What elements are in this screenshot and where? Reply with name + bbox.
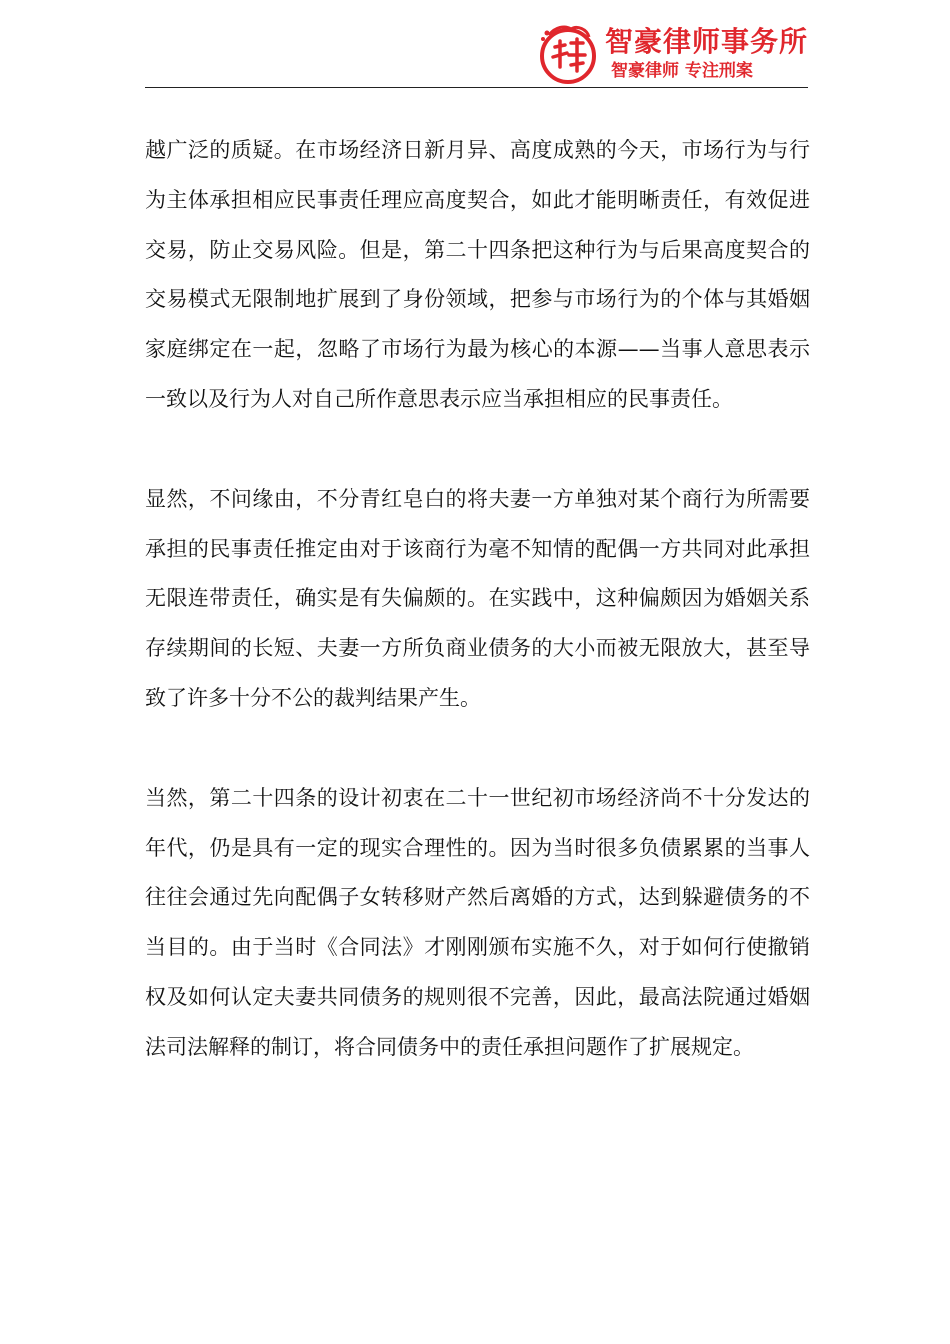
document-body (145, 126, 810, 1073)
header-divider (145, 87, 808, 88)
seal-logo-icon (535, 21, 601, 87)
paragraph-3: 当然，第二十四条的设计初衷在二十一世纪初市场经济尚不十分发达的年代，仍是具有一定的现实合理性的。因为当时很多负债累累的当事人往往会通过先向配偶子女转移财产然后离婚的方式，达到躲避债务的不当目的。由于当时《合同法》才刚刚颁布实施不久，对于如何行使撤销权及如何认定夫妻共同债务的规则很不完善，因此，最高法院通过婚姻法司法解释的制订，将合同债务中的责任承担问题作了扩展规定。 (145, 785, 810, 1059)
paragraph-2: 显然，不问缘由，不分青红皂白的将夫妻一方单独对某个商行为所需要承担的民事责任推定由对于该商行为毫不知情的配偶一方共同对此承担无限连带责任，确实是有失偏颇的。在实践中，这种偏颇因为婚姻关系存续期间的长短、夫妻一方所负商业债务的大小而被无限放大，甚至导致了许多十分不公的裁判结果产生。 (145, 486, 810, 710)
paragraph-1: 越广泛的质疑。在市场经济日新月异、高度成熟的今天，市场行为与行为主体承担相应民事责任理应高度契合，如此才能明晰责任，有效促进交易，防止交易风险。但是，第二十四条把这种行为与后果高度契合的交易模式无限制地扩展到了身份领域，把参与市场行为的个体与其婚姻家庭绑定在一起，忽略了市场行为最为核心的本源——当事人意思表示一致以及行为人对自己所作意思表示应当承担相应的民事责任。 (145, 138, 810, 411)
brand-text (605, 25, 808, 83)
page-header (145, 12, 808, 88)
firm-logo (535, 16, 808, 92)
firm-slogan: 智豪律师 专注刑案 (610, 61, 753, 81)
firm-name: 智豪律师事务所 (604, 25, 808, 58)
